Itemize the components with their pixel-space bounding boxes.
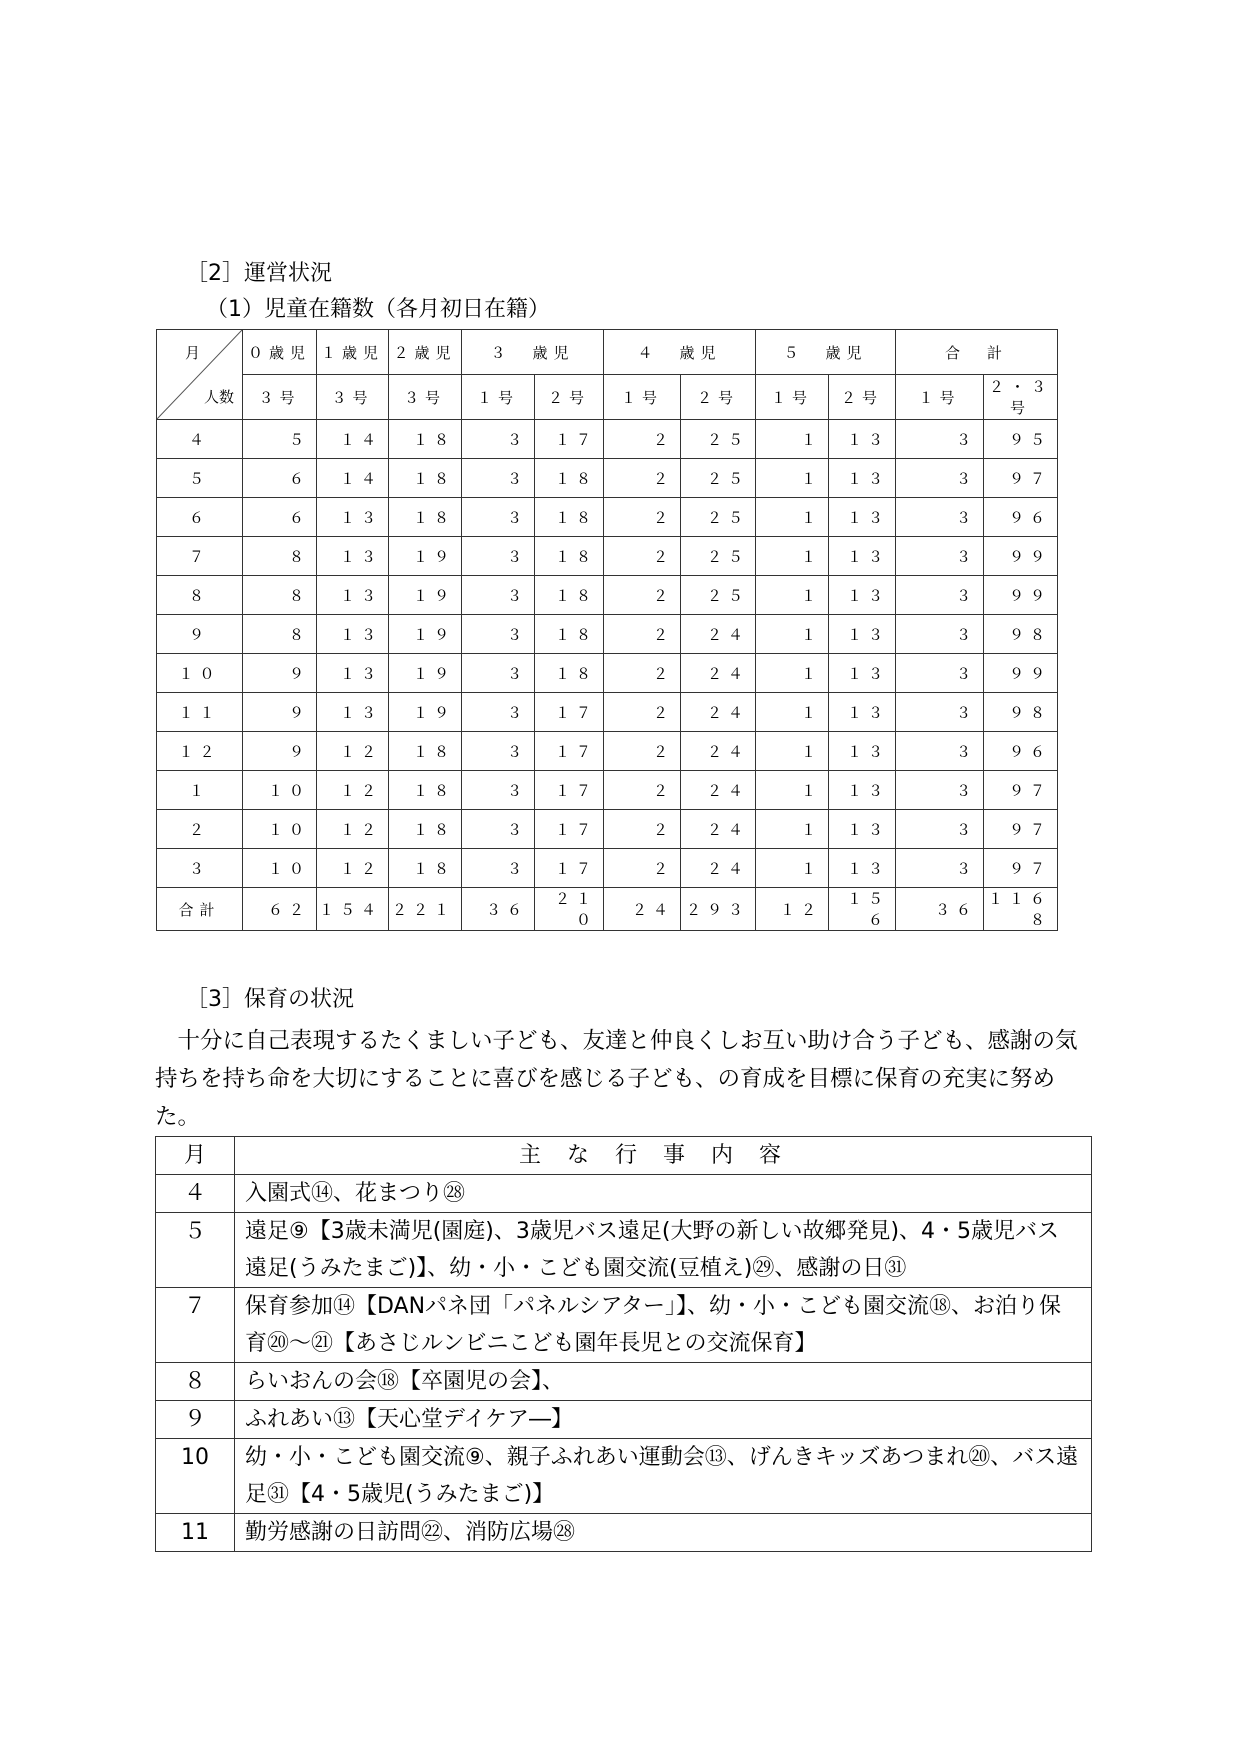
count-cell: ３ xyxy=(462,615,535,654)
event-row xyxy=(156,1401,1092,1439)
count-cell: ３ xyxy=(896,771,984,810)
section-2-heading: ［2］運営状況 xyxy=(186,261,332,286)
count-cell: ９８ xyxy=(984,693,1058,732)
count-cell: ２ xyxy=(604,771,681,810)
count-cell: １３ xyxy=(317,576,389,615)
event-row xyxy=(156,1363,1092,1401)
table-row xyxy=(157,615,1058,654)
event-row xyxy=(156,1213,1092,1288)
count-cell: ２ xyxy=(604,810,681,849)
events-content-header: 主な行事内容 xyxy=(235,1137,1092,1175)
count-cell: ３６ xyxy=(462,888,535,931)
sub-header: ３号 xyxy=(317,375,389,420)
enrollment-subheader-row xyxy=(157,375,1058,420)
count-cell: １３ xyxy=(829,771,896,810)
table-row xyxy=(157,732,1058,771)
sub-header: ３号 xyxy=(389,375,462,420)
month-cell: ２ xyxy=(157,810,243,849)
count-cell: １ xyxy=(756,654,829,693)
count-cell: ３ xyxy=(896,615,984,654)
count-cell: ３ xyxy=(462,576,535,615)
count-cell: ２４ xyxy=(681,771,756,810)
corner-month-label: 月 xyxy=(185,344,201,362)
count-cell: ２４ xyxy=(681,615,756,654)
table-row xyxy=(157,810,1058,849)
event-row xyxy=(156,1175,1092,1213)
enrollment-header-row xyxy=(157,330,1058,375)
month-cell: １ xyxy=(157,771,243,810)
count-cell: ３ xyxy=(462,537,535,576)
count-cell: １８ xyxy=(389,732,462,771)
count-cell: ３ xyxy=(462,654,535,693)
count-cell: １２ xyxy=(756,888,829,931)
count-cell: １８ xyxy=(535,537,604,576)
count-cell: ２ xyxy=(604,537,681,576)
count-cell: ２４ xyxy=(681,654,756,693)
count-cell: ３ xyxy=(896,576,984,615)
month-cell: １１ xyxy=(157,693,243,732)
event-month: 11 xyxy=(156,1514,235,1552)
count-cell: １８ xyxy=(535,498,604,537)
count-cell: １３ xyxy=(829,498,896,537)
count-cell: １８ xyxy=(389,810,462,849)
count-cell: ３ xyxy=(462,810,535,849)
age-header: ３ 歳児 xyxy=(462,330,604,375)
count-cell: ２４ xyxy=(681,732,756,771)
count-cell: １３ xyxy=(317,654,389,693)
count-cell: １ xyxy=(756,576,829,615)
count-cell: ９９ xyxy=(984,537,1058,576)
corner-count-label: 人数 xyxy=(203,388,234,406)
age-header: ０歳児 xyxy=(243,330,317,375)
count-cell: ３ xyxy=(896,693,984,732)
event-month: ９ xyxy=(156,1401,235,1439)
count-cell: １８ xyxy=(535,654,604,693)
count-cell: ２ xyxy=(604,420,681,459)
month-cell: ９ xyxy=(157,615,243,654)
count-cell: ６ xyxy=(243,498,317,537)
events-month-header: 月 xyxy=(156,1137,235,1175)
count-cell: ２９３ xyxy=(681,888,756,931)
event-content: 遠足⑨【3歳未満児(園庭)、3歳児バス遠足(大野の新しい故郷発見)、4・5歳児バス遠足(うみたまご)】、幼・小・こども園交流(豆植え)㉙、感謝の日㉛ xyxy=(235,1213,1092,1288)
count-cell: １３ xyxy=(829,849,896,888)
count-cell: １３ xyxy=(317,537,389,576)
count-cell: １ xyxy=(756,849,829,888)
count-cell: ９７ xyxy=(984,459,1058,498)
count-cell: ２ xyxy=(604,576,681,615)
count-cell: １９ xyxy=(389,615,462,654)
count-cell: １３ xyxy=(317,498,389,537)
count-cell: ９５ xyxy=(984,420,1058,459)
event-month: ５ xyxy=(156,1213,235,1288)
count-cell: ３ xyxy=(462,459,535,498)
table-row xyxy=(157,420,1058,459)
count-cell: ２ xyxy=(604,459,681,498)
age-header: ４ 歳児 xyxy=(604,330,756,375)
month-cell: ５ xyxy=(157,459,243,498)
age-header: ２歳児 xyxy=(389,330,462,375)
count-cell: ９７ xyxy=(984,849,1058,888)
count-cell: ９９ xyxy=(984,576,1058,615)
count-cell: ９６ xyxy=(984,498,1058,537)
count-cell: １９ xyxy=(389,654,462,693)
event-row xyxy=(156,1439,1092,1514)
count-cell: １３ xyxy=(829,615,896,654)
table-row xyxy=(157,537,1058,576)
count-cell: １３ xyxy=(317,615,389,654)
count-cell: ２４ xyxy=(681,810,756,849)
age-header: ５ 歳児 xyxy=(756,330,896,375)
count-cell: ９７ xyxy=(984,771,1058,810)
table-row xyxy=(157,693,1058,732)
count-cell: １８ xyxy=(389,771,462,810)
count-cell: ２５ xyxy=(681,459,756,498)
event-month: ８ xyxy=(156,1363,235,1401)
count-cell: ８ xyxy=(243,576,317,615)
count-cell: １８ xyxy=(535,459,604,498)
sub-header: ２・３号 xyxy=(984,375,1058,420)
event-month: ７ xyxy=(156,1288,235,1363)
count-cell: １３ xyxy=(829,810,896,849)
count-cell: ６２ xyxy=(243,888,317,931)
count-cell: １３ xyxy=(829,732,896,771)
count-cell: ９ xyxy=(243,654,317,693)
age-header: 合 計 xyxy=(896,330,1058,375)
count-cell: １ xyxy=(756,732,829,771)
month-cell: １０ xyxy=(157,654,243,693)
table-row xyxy=(157,888,1058,931)
age-header: １歳児 xyxy=(317,330,389,375)
count-cell: １２ xyxy=(317,810,389,849)
sub-header: １号 xyxy=(756,375,829,420)
enrollment-subheading: （1）児童在籍数（各月初日在籍） xyxy=(206,297,550,322)
month-cell: ３ xyxy=(157,849,243,888)
table-row xyxy=(157,771,1058,810)
count-cell: ３ xyxy=(896,459,984,498)
count-cell: ３ xyxy=(462,732,535,771)
event-row xyxy=(156,1288,1092,1363)
count-cell: １０ xyxy=(243,849,317,888)
event-content: 幼・小・こども園交流⑨、親子ふれあい運動会⑬、げんきキッズあつまれ⑳、バス遠足㉛【4・5歳児(うみたまご)】 xyxy=(235,1439,1092,1514)
count-cell: １８ xyxy=(535,615,604,654)
table-row xyxy=(157,849,1058,888)
corner-cell xyxy=(157,330,243,420)
count-cell: １３ xyxy=(317,693,389,732)
count-cell: １７ xyxy=(535,771,604,810)
count-cell: １７ xyxy=(535,693,604,732)
count-cell: ３ xyxy=(896,732,984,771)
count-cell: ２ xyxy=(604,693,681,732)
count-cell: １０ xyxy=(243,771,317,810)
count-cell: ３ xyxy=(896,420,984,459)
count-cell: ８ xyxy=(243,537,317,576)
count-cell: ２４ xyxy=(681,849,756,888)
event-content: 入園式⑭、花まつり㉘ xyxy=(235,1175,1092,1213)
count-cell: ３ xyxy=(896,537,984,576)
month-cell: 合計 xyxy=(157,888,243,931)
count-cell: ２ xyxy=(604,498,681,537)
enrollment-table xyxy=(156,329,1058,931)
count-cell: ２２１ xyxy=(389,888,462,931)
count-cell: １７ xyxy=(535,810,604,849)
event-content: ふれあい⑬【天心堂デイケア―】 xyxy=(235,1401,1092,1439)
count-cell: １ xyxy=(756,420,829,459)
table-row xyxy=(157,498,1058,537)
count-cell: １ xyxy=(756,459,829,498)
count-cell: ３ xyxy=(896,498,984,537)
count-cell: ３ xyxy=(462,498,535,537)
month-cell: １２ xyxy=(157,732,243,771)
count-cell: ３ xyxy=(462,849,535,888)
count-cell: １ xyxy=(756,537,829,576)
count-cell: １５４ xyxy=(317,888,389,931)
count-cell: １９ xyxy=(389,576,462,615)
sub-header: ２号 xyxy=(829,375,896,420)
events-header-row xyxy=(156,1137,1092,1175)
count-cell: １７ xyxy=(535,849,604,888)
count-cell: １３ xyxy=(829,693,896,732)
table-row xyxy=(157,654,1058,693)
count-cell: ２ xyxy=(604,615,681,654)
count-cell: ３ xyxy=(462,693,535,732)
count-cell: １８ xyxy=(389,420,462,459)
count-cell: １４ xyxy=(317,459,389,498)
count-cell: ２５ xyxy=(681,576,756,615)
count-cell: １ xyxy=(756,810,829,849)
count-cell: １ xyxy=(756,771,829,810)
count-cell: ２４ xyxy=(681,693,756,732)
count-cell: ９ xyxy=(243,693,317,732)
count-cell: １２ xyxy=(317,732,389,771)
table-row xyxy=(157,459,1058,498)
count-cell: １３ xyxy=(829,576,896,615)
count-cell: ９６ xyxy=(984,732,1058,771)
count-cell: １ xyxy=(756,615,829,654)
count-cell: ２４ xyxy=(604,888,681,931)
sub-header: １号 xyxy=(896,375,984,420)
count-cell: １８ xyxy=(535,576,604,615)
table-row xyxy=(157,576,1058,615)
count-cell: １ xyxy=(756,693,829,732)
count-cell: ２ xyxy=(604,654,681,693)
count-cell: ２１０ xyxy=(535,888,604,931)
count-cell: １３ xyxy=(829,654,896,693)
count-cell: ３ xyxy=(896,849,984,888)
count-cell: １３ xyxy=(829,420,896,459)
month-cell: ４ xyxy=(157,420,243,459)
count-cell: ３ xyxy=(462,420,535,459)
count-cell: ２５ xyxy=(681,420,756,459)
count-cell: ３６ xyxy=(896,888,984,931)
count-cell: ９９ xyxy=(984,654,1058,693)
month-cell: ７ xyxy=(157,537,243,576)
event-month: 10 xyxy=(156,1439,235,1514)
count-cell: １９ xyxy=(389,693,462,732)
count-cell: １８ xyxy=(389,498,462,537)
count-cell: １７ xyxy=(535,420,604,459)
count-cell: ９ xyxy=(243,732,317,771)
count-cell: １７ xyxy=(535,732,604,771)
event-content: らいおんの会⑱【卒園児の会】、 xyxy=(235,1363,1092,1401)
count-cell: １８ xyxy=(389,459,462,498)
count-cell: １５６ xyxy=(829,888,896,931)
count-cell: ６ xyxy=(243,459,317,498)
events-table xyxy=(155,1136,1092,1552)
count-cell: １ xyxy=(756,498,829,537)
sub-header: ３号 xyxy=(243,375,317,420)
count-cell: ２５ xyxy=(681,537,756,576)
event-content: 勤労感謝の日訪問㉒、消防広場㉘ xyxy=(235,1514,1092,1552)
month-cell: ８ xyxy=(157,576,243,615)
count-cell: １４ xyxy=(317,420,389,459)
month-cell: ６ xyxy=(157,498,243,537)
section-3-paragraph: 十分に自己表現するたくましい子ども、友達と仲良くしお互い助け合う子ども、感謝の気持ちを持ち命を大切にすることに喜びを感じる子ども、の育成を目標に保育の充実に努めた。 xyxy=(155,1028,1078,1130)
sub-header: ２号 xyxy=(681,375,756,420)
count-cell: ８ xyxy=(243,615,317,654)
count-cell: １３ xyxy=(829,537,896,576)
sub-header: １号 xyxy=(604,375,681,420)
sub-header: １号 xyxy=(462,375,535,420)
count-cell: ２５ xyxy=(681,498,756,537)
event-content: 保育参加⑭【DANパネ団「パネルシアター」】、幼・小・こども園交流⑱、お泊り保育⑳～㉑【あさじルンビニこども園年長児との交流保育】 xyxy=(235,1288,1092,1363)
count-cell: ３ xyxy=(896,654,984,693)
count-cell: １１６８ xyxy=(984,888,1058,931)
count-cell: １０ xyxy=(243,810,317,849)
section-3-heading: ［3］保育の状況 xyxy=(186,987,354,1012)
count-cell: ３ xyxy=(462,771,535,810)
count-cell: １８ xyxy=(389,849,462,888)
count-cell: ２ xyxy=(604,849,681,888)
count-cell: ５ xyxy=(243,420,317,459)
event-row xyxy=(156,1514,1092,1552)
count-cell: １２ xyxy=(317,771,389,810)
count-cell: ２ xyxy=(604,732,681,771)
count-cell: ３ xyxy=(896,810,984,849)
count-cell: ９８ xyxy=(984,615,1058,654)
sub-header: ２号 xyxy=(535,375,604,420)
count-cell: １９ xyxy=(389,537,462,576)
count-cell: １３ xyxy=(829,459,896,498)
count-cell: ９７ xyxy=(984,810,1058,849)
count-cell: １２ xyxy=(317,849,389,888)
event-month: ４ xyxy=(156,1175,235,1213)
